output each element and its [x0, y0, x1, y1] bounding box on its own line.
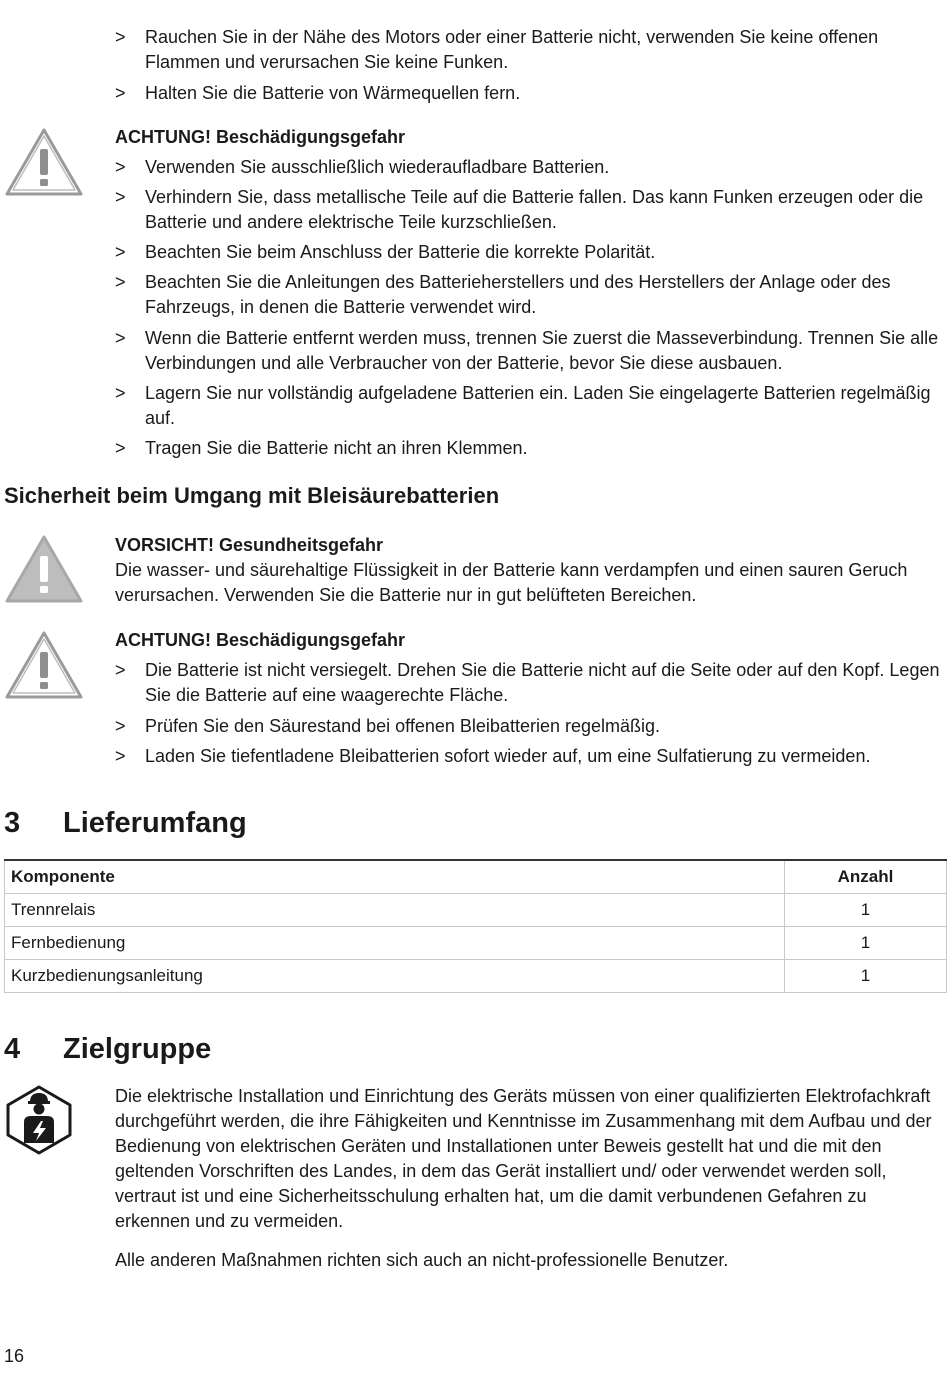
column-header-component: Komponente: [5, 860, 785, 894]
warning-triangle-outline-icon: [4, 127, 84, 197]
warning-triangle-outline-icon: [4, 630, 84, 700]
bullet-marker: >: [115, 383, 126, 403]
bullet-text: Die Batterie ist nicht versiegelt. Drehen Sie die Batterie nicht auf die Seite oder auf den Kopf. Legen Sie die Batterie auf eine waagerechte Fläche.: [145, 660, 940, 705]
bullet-marker: >: [115, 660, 126, 680]
section-heading: Sicherheit beim Umgang mit Bleisäurebatterien: [4, 483, 500, 508]
table-cell-quantity: 1: [785, 894, 947, 927]
table-row: [5, 927, 947, 960]
caution-text: Die wasser- und säurehaltige Flüssigkeit in der Batterie kann verdampfen und einen sauren Geruch verursachen. Verwenden Sie die Batterie nur in gut belüfteten Bereichen.: [115, 560, 908, 605]
column-header-quantity: Anzahl: [785, 860, 947, 894]
scope-of-delivery-table: [4, 859, 947, 993]
table-cell-component: Kurzbedienungsanleitung: [5, 960, 785, 993]
table-row: [5, 960, 947, 993]
bullet-marker: >: [115, 187, 126, 207]
table-cell-quantity: 1: [785, 927, 947, 960]
bullet-item: [115, 436, 947, 461]
caution-title: VORSICHT! Gesundheitsgefahr: [115, 535, 384, 555]
bullet-marker: >: [115, 27, 126, 47]
bullet-item: [115, 81, 947, 106]
bullet-text: Tragen Sie die Batterie nicht an ihren Klemmen.: [145, 438, 528, 458]
bullet-item: [115, 744, 947, 769]
chapter-number: 4: [4, 1033, 21, 1065]
bullet-item: [115, 155, 947, 180]
bullet-text: Rauchen Sie in der Nähe des Motors oder einer Batterie nicht, verwenden Sie keine offenen Flammen und verursachen Sie keine Funken.: [145, 27, 879, 72]
table-cell-component: Trennrelais: [5, 894, 785, 927]
electrician-icon: [4, 1085, 74, 1155]
bullet-item: [115, 381, 947, 431]
table-row: [5, 894, 947, 927]
warning-triangle-filled-icon: [4, 534, 84, 604]
table-cell-component: Fernbedienung: [5, 927, 785, 960]
page-number: 16: [4, 1346, 25, 1366]
table-cell-quantity: 1: [785, 960, 947, 993]
chapter-title: Lieferumfang: [63, 807, 247, 839]
table-header-row: [5, 860, 947, 894]
bullet-item: [115, 658, 947, 708]
bullet-item: [115, 185, 947, 235]
bullet-text: Verhindern Sie, dass metallische Teile auf die Batterie fallen. Das kann Funken erzeugen oder die Batterie und andere elektrische Teile kurzschließen.: [145, 187, 924, 232]
bullet-text: Verwenden Sie ausschließlich wiederaufladbare Batterien.: [145, 157, 610, 177]
chapter-title: Zielgruppe: [63, 1033, 212, 1065]
bullet-item: [115, 326, 947, 376]
notice-title: ACHTUNG! Beschädigungsgefahr: [115, 630, 406, 650]
bullet-text: Wenn die Batterie entfernt werden muss, trennen Sie zuerst die Masseverbindung. Trennen Sie alle Verbindungen und alle Verbraucher von der Batterie, bevor Sie diese ausbauen.: [145, 328, 939, 373]
bullet-marker: >: [115, 716, 126, 736]
bullet-marker: >: [115, 83, 126, 103]
bullet-item: [115, 714, 947, 739]
bullet-text: Beachten Sie die Anleitungen des Batterieherstellers und des Herstellers der Anlage oder des Fahrzeugs, in denen die Batterie verwendet wird.: [145, 272, 891, 317]
bullet-marker: >: [115, 438, 126, 458]
bullet-marker: >: [115, 242, 126, 262]
notice-title: ACHTUNG! Beschädigungsgefahr: [115, 127, 406, 147]
bullet-marker: >: [115, 328, 126, 348]
bullet-text: Prüfen Sie den Säurestand bei offenen Bleibatterien regelmäßig.: [145, 716, 661, 736]
bullet-item: [115, 240, 947, 265]
bullet-marker: >: [115, 272, 126, 292]
chapter-number: 3: [4, 807, 21, 839]
bullet-text: Halten Sie die Batterie von Wärmequellen fern.: [145, 83, 521, 103]
bullet-text: Beachten Sie beim Anschluss der Batterie die korrekte Polarität.: [145, 242, 656, 262]
bullet-marker: >: [115, 157, 126, 177]
bullet-item: [115, 270, 947, 320]
bullet-item: [115, 25, 947, 75]
bullet-text: Lagern Sie nur vollständig aufgeladene Batterien ein. Laden Sie eingelagerte Batterien regelmäßig auf.: [145, 383, 931, 428]
bullet-text: Laden Sie tiefentladene Bleibatterien sofort wieder auf, um eine Sulfatierung zu vermeiden.: [145, 746, 871, 766]
bullet-marker: >: [115, 746, 126, 766]
target-group-paragraph: Die elektrische Installation und Einrichtung des Geräts müssen von einer qualifizierten Elektrofachkraft durchgeführt werden, die ihre Fähigkeiten und Kenntnisse im Zusammenhang mit dem Aufbau und der Bedienung von elektrischen Geräten und Installationen unter Beweis gestellt hat und die mit den geltenden Vorschriften des Landes, in dem das Gerät installiert und/ oder verwendet werden soll, vertraut ist und eine Sicherheitsschulung erhalten hat, um die damit verbundenen Gefahren zu erkennen und zu vermeiden.: [115, 1086, 932, 1231]
target-group-paragraph: Alle anderen Maßnahmen richten sich auch an nicht-professionelle Benutzer.: [115, 1250, 729, 1270]
